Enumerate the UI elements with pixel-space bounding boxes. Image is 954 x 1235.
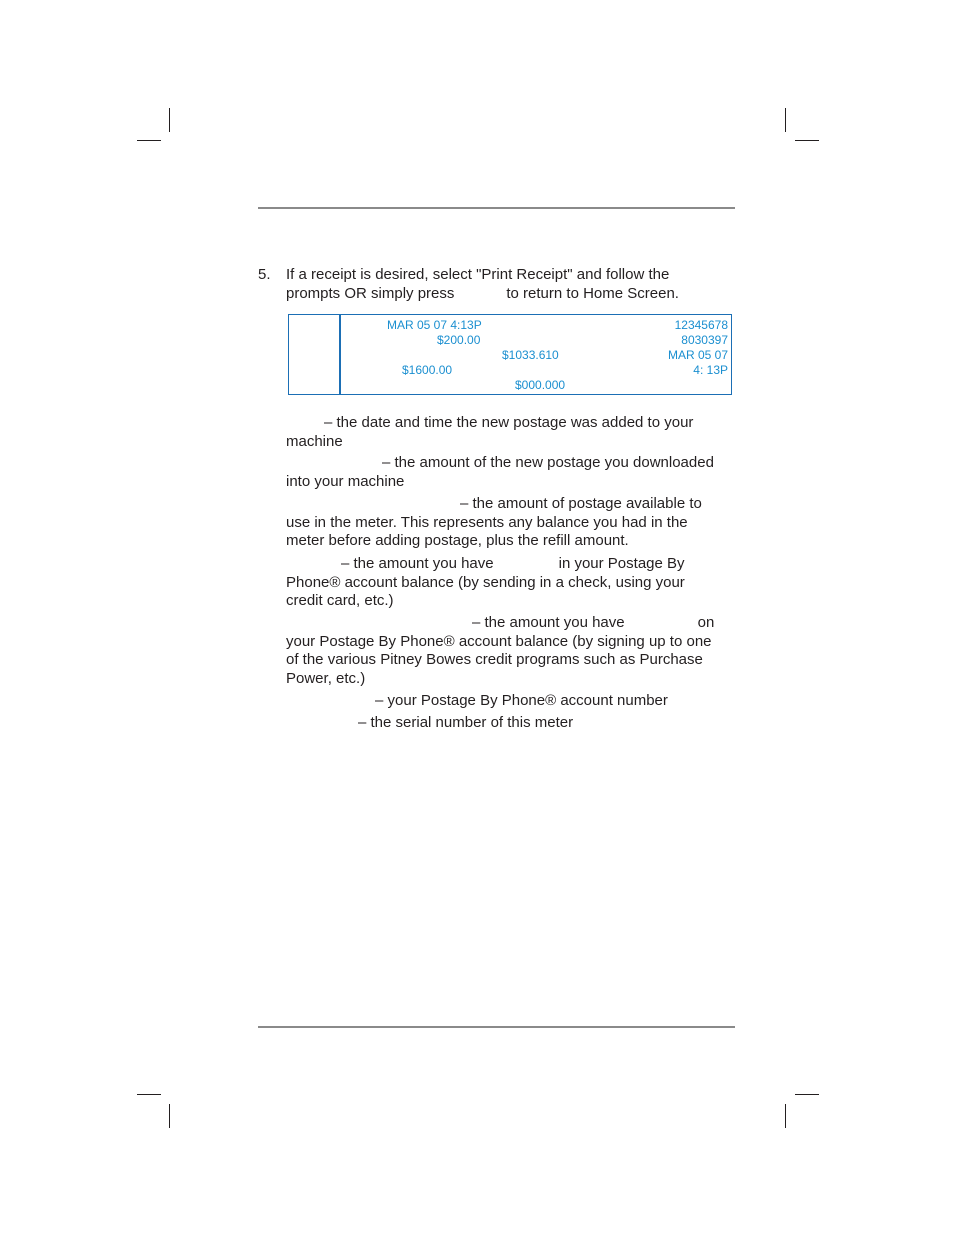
receipt-credit-balance: $000.000 (515, 378, 566, 392)
receipt-account-number: 12345678 (674, 318, 728, 332)
definition-available-postage: – the amount of postage available to use in the meter. This represents any balance you had in the meter before adding postage, plus the refill amount. (286, 495, 702, 550)
step-text-line-1: If a receipt is desired, select "Print Receipt" and follow the (286, 266, 670, 283)
step-text-line-2: prompts OR simply press to return to Home Screen. (286, 284, 679, 302)
crop-mark-top-right-vertical (785, 108, 786, 132)
step-text (286, 266, 726, 303)
definition-credit-balance: – the amount you have on your Postage By Phone® account balance (by signing up to one of the various Pitney Bowes credit programs such as Purchase Power, etc.) (286, 614, 715, 688)
crop-mark-top-left-vertical (169, 108, 170, 132)
receipt-date-2: MAR 05 07 (667, 348, 728, 362)
crop-mark-top-right-horizontal (795, 140, 819, 141)
footer-rule (258, 1026, 735, 1028)
definition-date-time: – the date and time the new postage was added to your machine (286, 414, 694, 450)
step-number: 5. (258, 266, 271, 283)
crop-mark-bottom-left-vertical (169, 1104, 170, 1128)
header-rule (258, 207, 735, 209)
receipt-serial-number: 8030397 (681, 333, 728, 347)
definition-refill-amount: – the amount of the new postage you downloaded into your machine (286, 454, 714, 490)
receipt-account-balance: $1600.00 (402, 363, 453, 377)
crop-mark-bottom-right-horizontal (795, 1094, 819, 1095)
receipt-divider (339, 315, 341, 394)
crop-mark-bottom-left-horizontal (137, 1094, 161, 1095)
definition-account-number: – your Postage By Phone® account number (375, 692, 668, 709)
receipt-date-time: MAR 05 07 4:13P (387, 318, 482, 332)
receipt-refill-amount: $200.00 (437, 333, 481, 347)
receipt-available-postage: $1033.610 (502, 348, 559, 362)
definition-account-balance: – the amount you have in your Postage By Phone® account balance (by sending in a check, using your credit card, etc.) (286, 555, 685, 610)
crop-mark-bottom-right-vertical (785, 1104, 786, 1128)
receipt-time-2: 4: 13P (693, 363, 728, 377)
definition-serial-number: – the serial number of this meter (358, 714, 574, 731)
receipt-sample (288, 314, 732, 395)
crop-mark-top-left-horizontal (137, 140, 161, 141)
